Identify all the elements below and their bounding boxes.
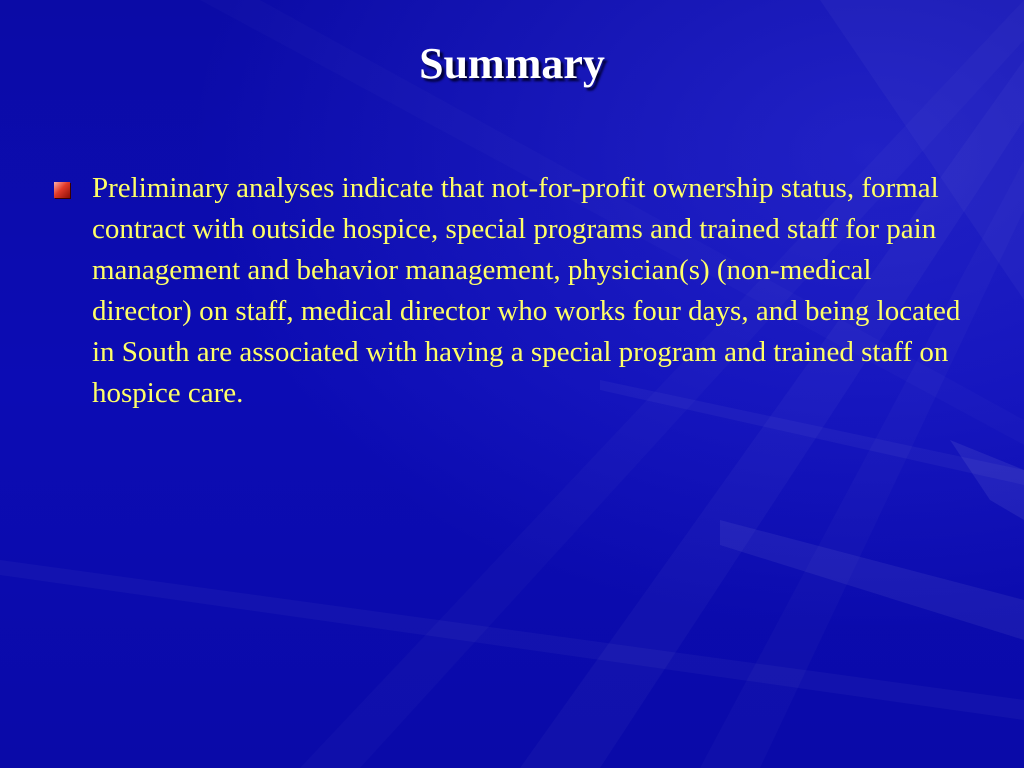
bullet-text: Preliminary analyses indicate that not-for-profit ownership status, formal contract with outside hospice, special programs and trained staff for pain management and behavior management, physician(s) (non-medical director) on staff, medical director who works four days, and being located in South are associated with having a special program and trained staff on hospice care. [92, 172, 961, 409]
slide-title: Summary [419, 39, 605, 88]
square-bullet-icon [54, 182, 70, 198]
